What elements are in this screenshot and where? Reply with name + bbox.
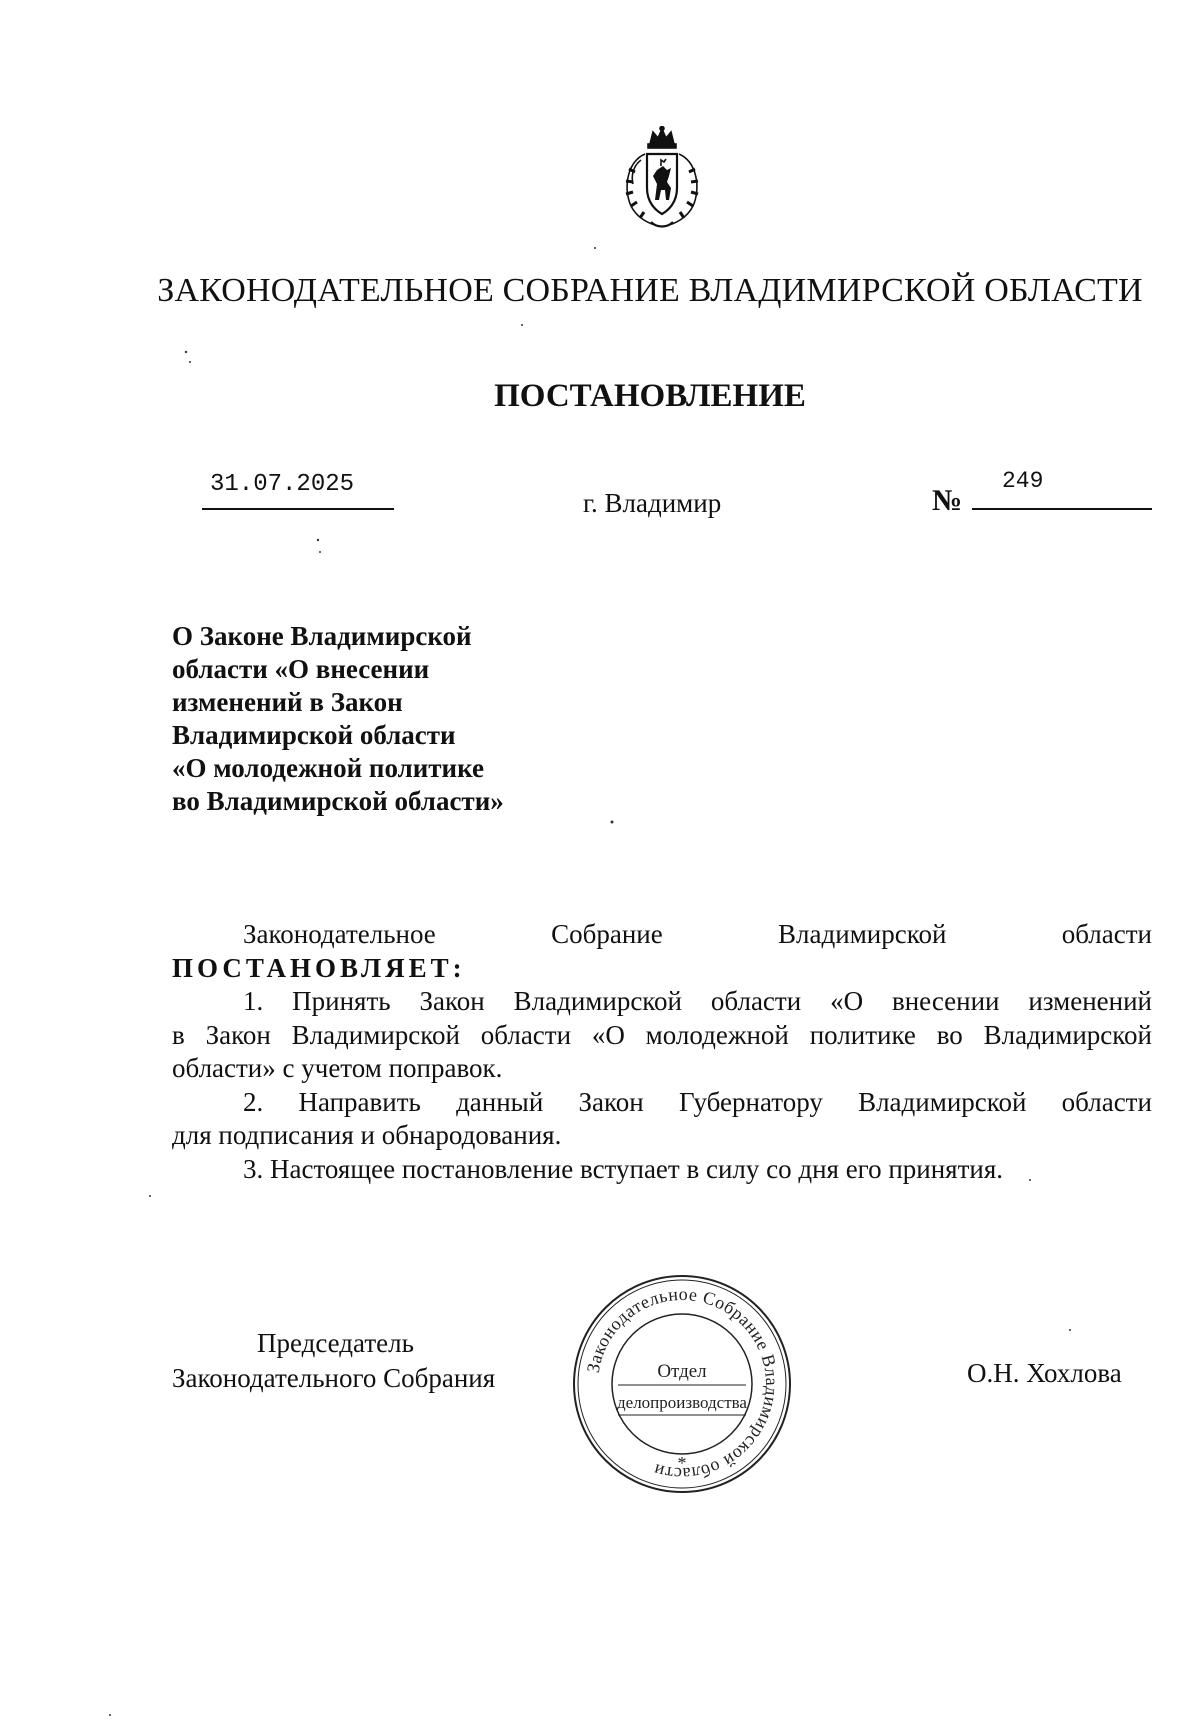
word: Владимирской [291, 1019, 460, 1050]
word: во [936, 1019, 963, 1050]
document-date: 31.07.2025 [210, 471, 355, 498]
word: Закон [419, 986, 485, 1016]
word: 2. [243, 1086, 264, 1117]
stamp-center-line2: делопроизводства [617, 1393, 747, 1412]
word: Владимирской [983, 1019, 1152, 1050]
item2-line2: для подписания и обнародования. [172, 1120, 562, 1150]
stamp-ring-text: Законодательное Собрание Владимирской области [582, 1283, 783, 1485]
word: области [480, 1019, 572, 1050]
subject-line: во Владимирской области» [172, 786, 504, 816]
item3-line: 3. Настоящее постановление вступает в силу со дня его принятия. [243, 1153, 1004, 1184]
word: Закон [578, 1086, 644, 1117]
intro-word: области [1061, 919, 1152, 949]
word: области [710, 986, 802, 1016]
subject-line: Владимирской области [172, 720, 456, 750]
word: внесении [891, 986, 1000, 1016]
intro-word: Владимирской [778, 919, 947, 949]
coat-of-arms-icon [617, 126, 707, 232]
word: Губернатору [678, 1086, 823, 1117]
word: Принять [292, 986, 391, 1016]
item1-line3: области» с учетом поправок. [172, 1053, 503, 1083]
resolution-body [172, 918, 1152, 1186]
word: «О [591, 1019, 625, 1050]
date-field [202, 468, 394, 510]
round-stamp-icon [571, 1273, 793, 1495]
word: Закон [205, 1019, 271, 1050]
word: Владимирской [513, 986, 682, 1016]
word: молодежной [645, 1019, 789, 1050]
word: Направить [298, 1086, 421, 1117]
subject-line: «О молодежной политике [172, 753, 484, 783]
intro-word: Законодательное [243, 919, 436, 949]
intro-word: Собрание [551, 919, 663, 949]
word: 1. [243, 986, 264, 1016]
position-line: Председатель [257, 1328, 414, 1358]
stamp-star: * [677, 1453, 687, 1473]
word: данный [456, 1086, 544, 1117]
signatory-name: О.Н. Хохлова [967, 1358, 1122, 1388]
organization-title: ЗАКОНОДАТЕЛЬНОЕ СОБРАНИЕ ВЛАДИМИРСКОЙ ОБЛАСТИ [157, 272, 1143, 309]
position-line: Законодательного Собрания [172, 1363, 496, 1393]
subject-block [172, 620, 592, 818]
signatory-position [172, 1326, 495, 1396]
subject-line: изменений в Закон [172, 687, 403, 717]
document-number: 249 [1002, 468, 1044, 494]
item1-line2 [172, 1019, 1152, 1053]
word: изменений [1028, 986, 1152, 1016]
document-type-title: ПОСТАНОВЛЕНИЕ [494, 378, 806, 414]
document-city: г. Владимир [583, 488, 722, 518]
word: в [172, 1019, 185, 1050]
resolves-heading: ПОСТАНОВЛЯЕТ: [172, 952, 466, 983]
intro-line [172, 918, 1152, 952]
word: политике [809, 1019, 916, 1050]
word: области [1061, 1086, 1152, 1117]
word: «О [830, 986, 864, 1016]
subject-line: О Законе Владимирской [172, 621, 472, 651]
item2-line1 [172, 1086, 1152, 1120]
number-field [972, 468, 1152, 510]
word: Владимирской [858, 1086, 1027, 1117]
number-label: № [932, 484, 963, 517]
subject-line: области «О внесении [172, 654, 430, 684]
item1-line1 [172, 985, 1152, 1019]
stamp-center-line1: Отдел [657, 1361, 707, 1382]
